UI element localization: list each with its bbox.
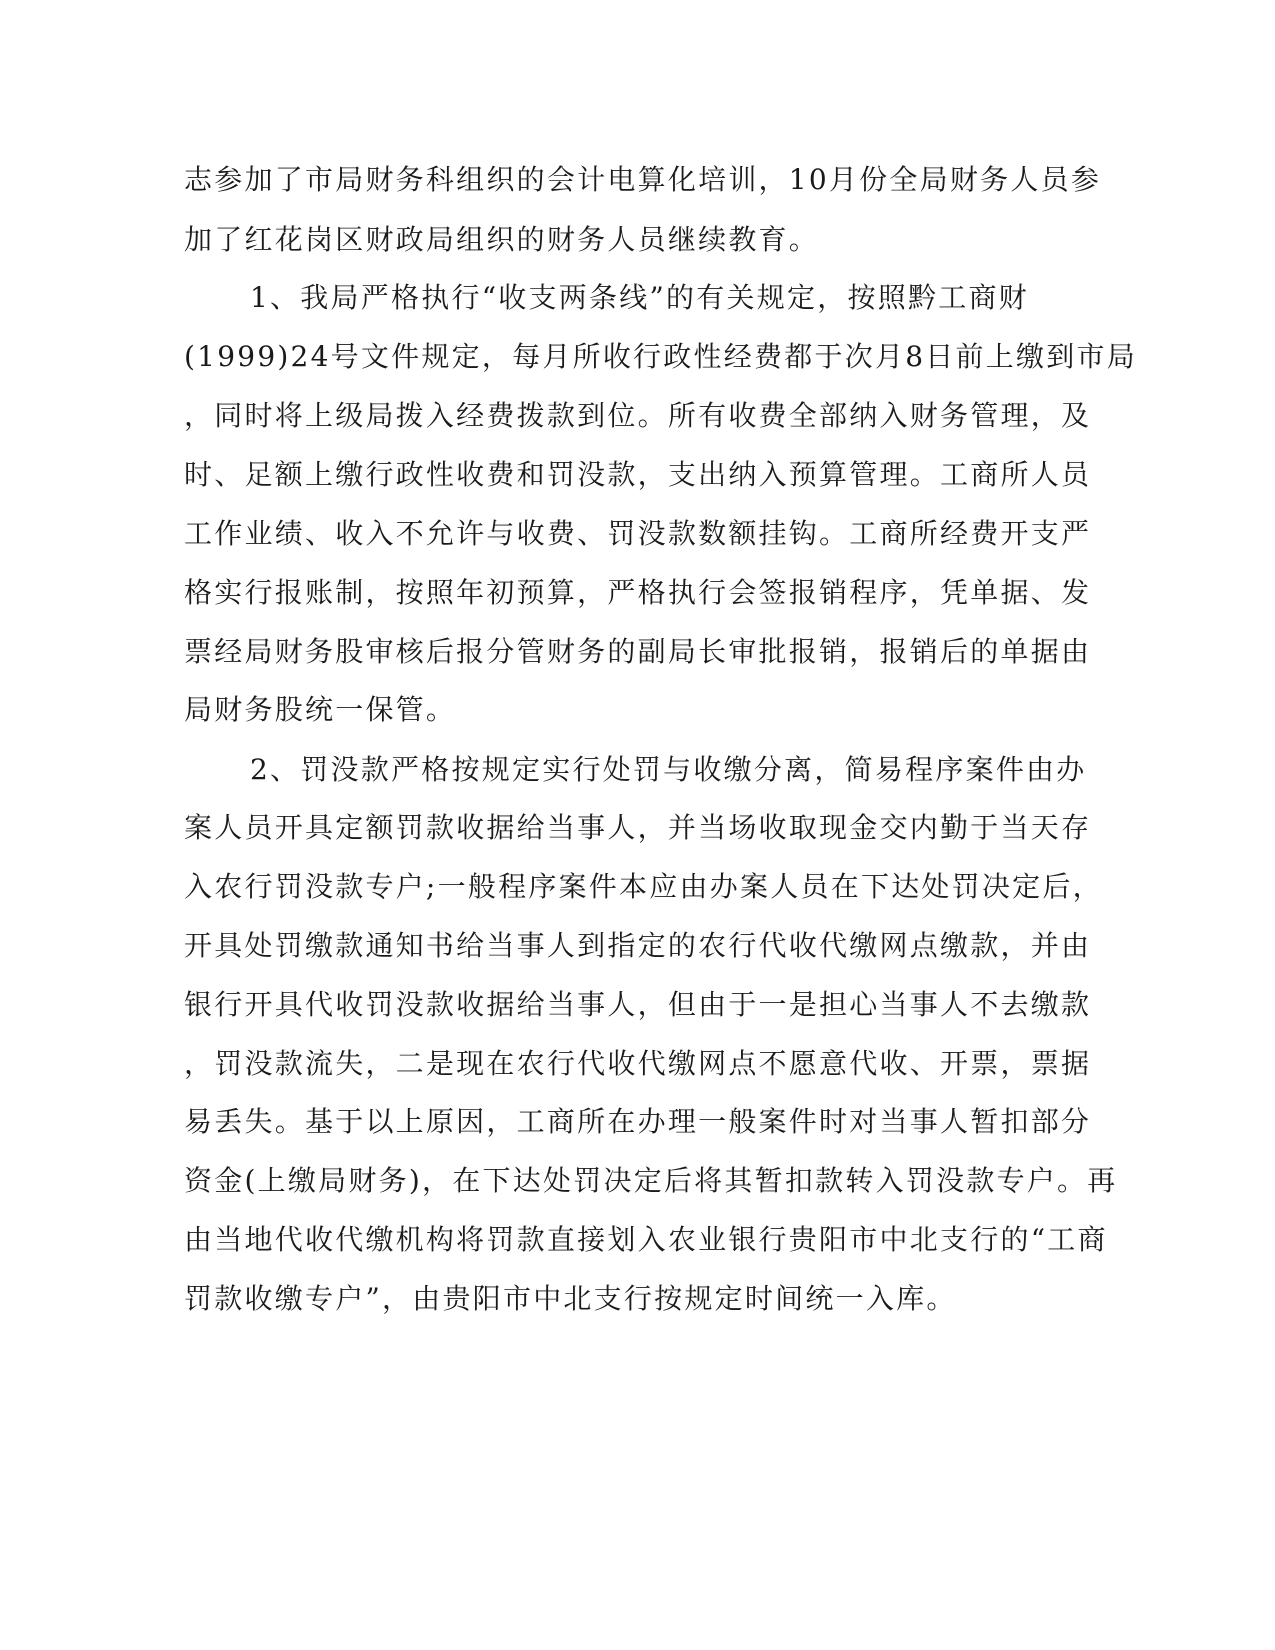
text-line: 票经局财务股审核后报分管财务的副局长审批报销，报销后的单据由	[184, 635, 1092, 668]
text-line: 易丢失。基于以上原因，工商所在办理一般案件时对当事人暂扣部分	[184, 1105, 1092, 1138]
text-line: ，罚没款流失，二是现在农行代收代缴网点不愿意代收、开票，票据	[184, 1047, 1092, 1080]
text-line: 银行开具代收罚没款收据给当事人，但由于一是担心当事人不去缴款	[184, 988, 1092, 1021]
text-line: ，同时将上级局拨入经费拨款到位。所有收费全部纳入财务管理，及	[184, 399, 1092, 432]
text-line: 工作业绩、收入不允许与收费、罚没款数额挂钩。工商所经费开支严	[184, 517, 1092, 550]
text-line: 格实行报账制，按照年初预算，严格执行会签报销程序，凭单据、发	[184, 576, 1092, 609]
text-line: (1999)24号文件规定，每月所收行政性经费都于次月8日前上缴到市局	[184, 340, 1137, 373]
text-line: 志参加了市局财务科组织的会计电算化培训，10月份全局财务人员参	[184, 163, 1102, 196]
paragraph-2-start: 2、罚没款严格按规定实行处罚与收缴分离，简易程序案件由办	[250, 753, 1087, 786]
text-line: 罚款收缴专户”，由贵阳市中北支行按规定时间统一入库。	[184, 1282, 957, 1315]
text-line: 案人员开具定额罚款收据给当事人，并当场收取现金交内勤于当天存	[184, 811, 1092, 844]
text-line: 局财务股统一保管。	[184, 693, 457, 726]
paragraph-1-start: 1、我局严格执行“收支两条线”的有关规定，按照黔工商财	[250, 281, 1029, 314]
text-line: 开具处罚缴款通知书给当事人到指定的农行代收代缴网点缴款，并由	[184, 929, 1092, 962]
text-line: 加了红花岗区财政局组织的财务人员继续教育。	[184, 223, 820, 256]
text-line: 时、足额上缴行政性收费和罚没款，支出纳入预算管理。工商所人员	[184, 458, 1092, 491]
text-line: 由当地代收代缴机构将罚款直接划入农业银行贵阳市中北支行的“工商	[184, 1223, 1108, 1256]
text-line: 资金(上缴局财务)，在下达处罚决定后将其暂扣款转入罚没款专户。再	[184, 1164, 1118, 1197]
text-line: 入农行罚没款专户;一般程序案件本应由办案人员在下达处罚决定后，	[184, 870, 1103, 903]
